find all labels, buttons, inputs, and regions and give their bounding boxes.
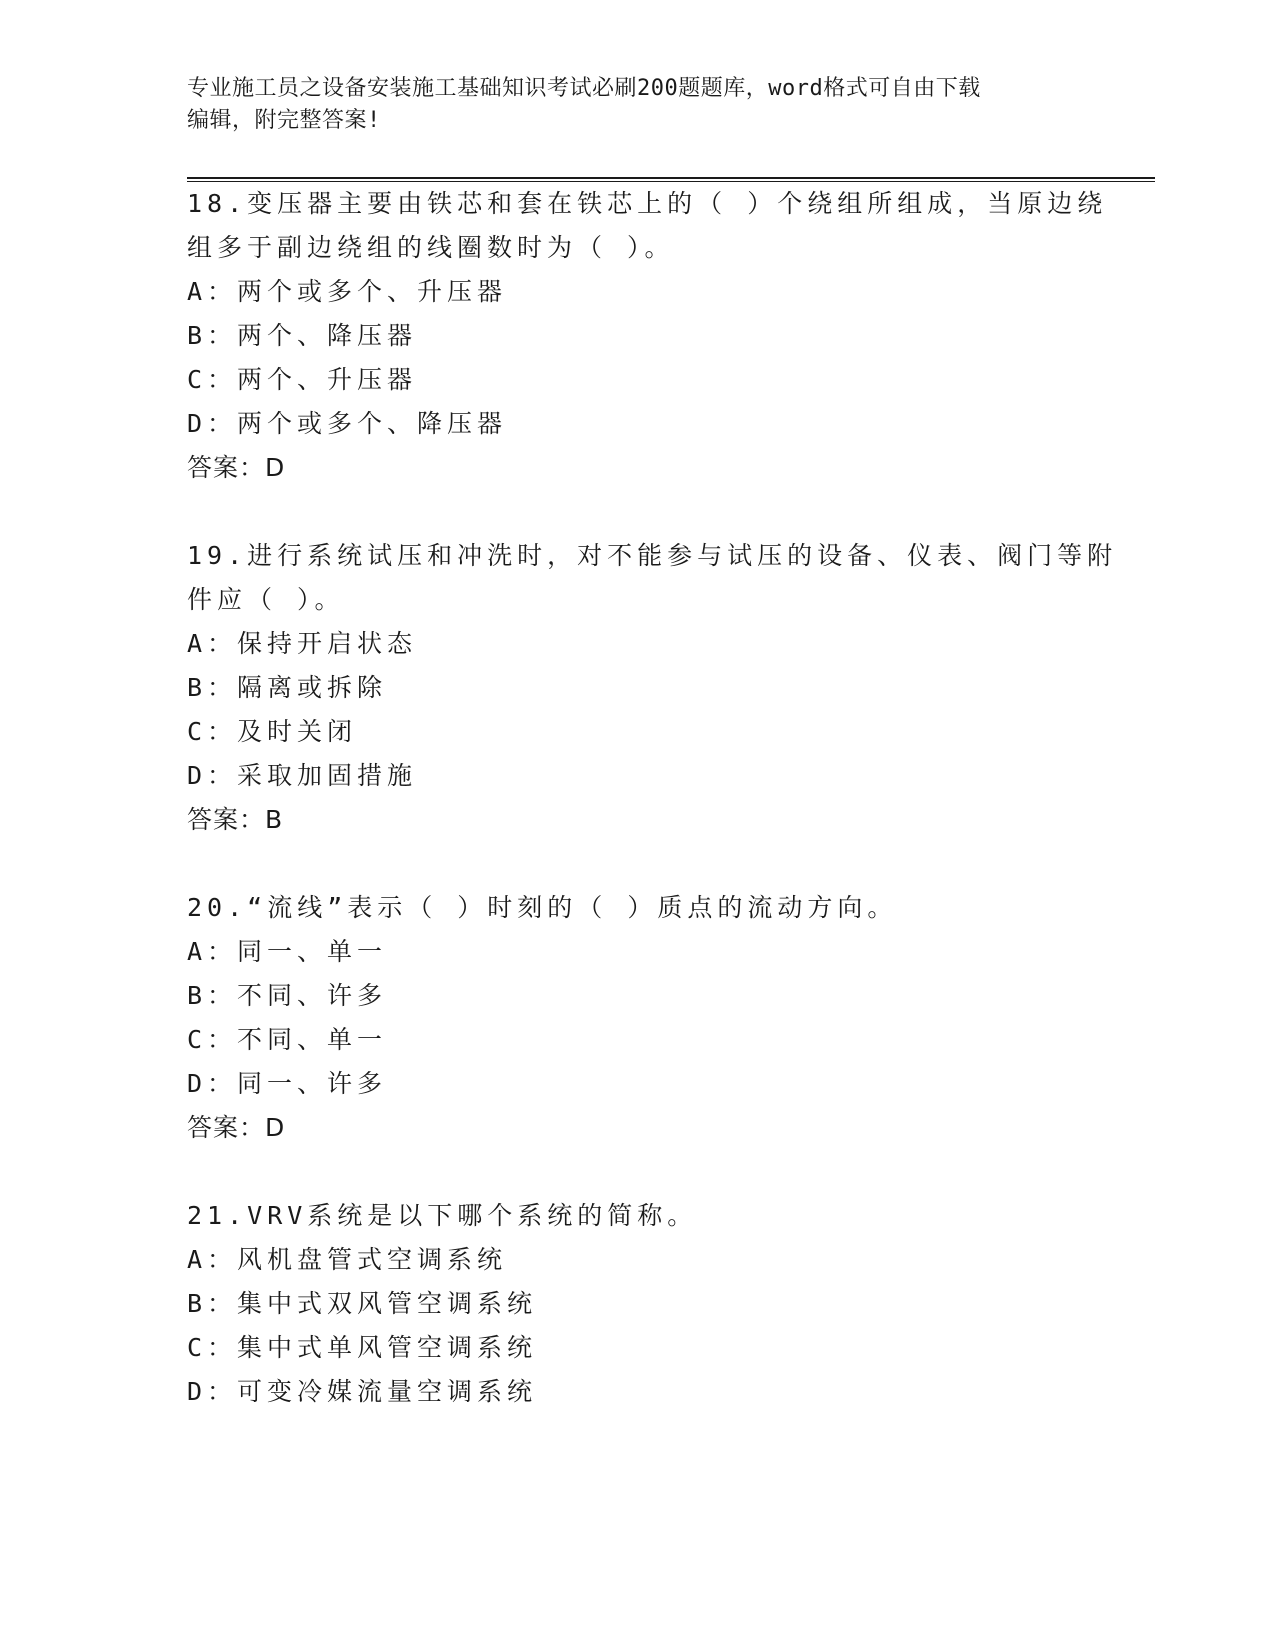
question-21-option-a: A：风机盘管式空调系统 xyxy=(187,1245,508,1274)
question-19-answer: 答案：B xyxy=(187,805,284,834)
header-line-2: 编辑，附完整答案! xyxy=(187,108,381,133)
document-header xyxy=(187,73,1087,137)
question-19-option-b: B：隔离或拆除 xyxy=(187,673,388,702)
question-18-answer: 答案：D xyxy=(187,453,286,482)
question-18-stem-line-2: 组多于副边绕组的线圈数时为（ ）。 xyxy=(187,233,675,262)
question-18-stem-line-1: 18.变压器主要由铁芯和套在铁芯上的（ ）个绕组所组成，当原边绕 xyxy=(187,189,1108,218)
header-divider xyxy=(187,177,1155,182)
question-18-option-b: B：两个、降压器 xyxy=(187,321,418,350)
question-19-option-d: D：采取加固措施 xyxy=(187,761,418,790)
question-19-stem-line-1: 19.进行系统试压和冲洗时，对不能参与试压的设备、仪表、阀门等附 xyxy=(187,541,1118,570)
question-21-stem-line-1: 21.VRV系统是以下哪个系统的简称。 xyxy=(187,1201,698,1230)
question-21-option-d: D：可变冷媒流量空调系统 xyxy=(187,1377,538,1406)
question-20-option-b: B：不同、许多 xyxy=(187,981,388,1010)
question-20-option-c: C：不同、单一 xyxy=(187,1025,388,1054)
question-18-option-d: D：两个或多个、降压器 xyxy=(187,409,508,438)
question-20-option-d: D：同一、许多 xyxy=(187,1069,388,1098)
question-19-stem-line-2: 件应（ ）。 xyxy=(187,585,345,614)
question-18-option-c: C：两个、升压器 xyxy=(187,365,418,394)
question-20-answer: 答案：D xyxy=(187,1113,286,1142)
question-18-option-a: A：两个或多个、升压器 xyxy=(187,277,508,306)
header-line-1: 专业施工员之设备安装施工基础知识考试必刷200题题库，word格式可自由下载 xyxy=(187,76,981,101)
question-21-option-b: B：集中式双风管空调系统 xyxy=(187,1289,538,1318)
question-20-option-a: A：同一、单一 xyxy=(187,937,388,966)
question-19-option-c: C：及时关闭 xyxy=(187,717,358,746)
question-21-option-c: C：集中式单风管空调系统 xyxy=(187,1333,538,1362)
question-19-option-a: A：保持开启状态 xyxy=(187,629,418,658)
question-20-stem-line-1: 20.“流线”表示（ ）时刻的（ ）质点的流动方向。 xyxy=(187,893,898,922)
